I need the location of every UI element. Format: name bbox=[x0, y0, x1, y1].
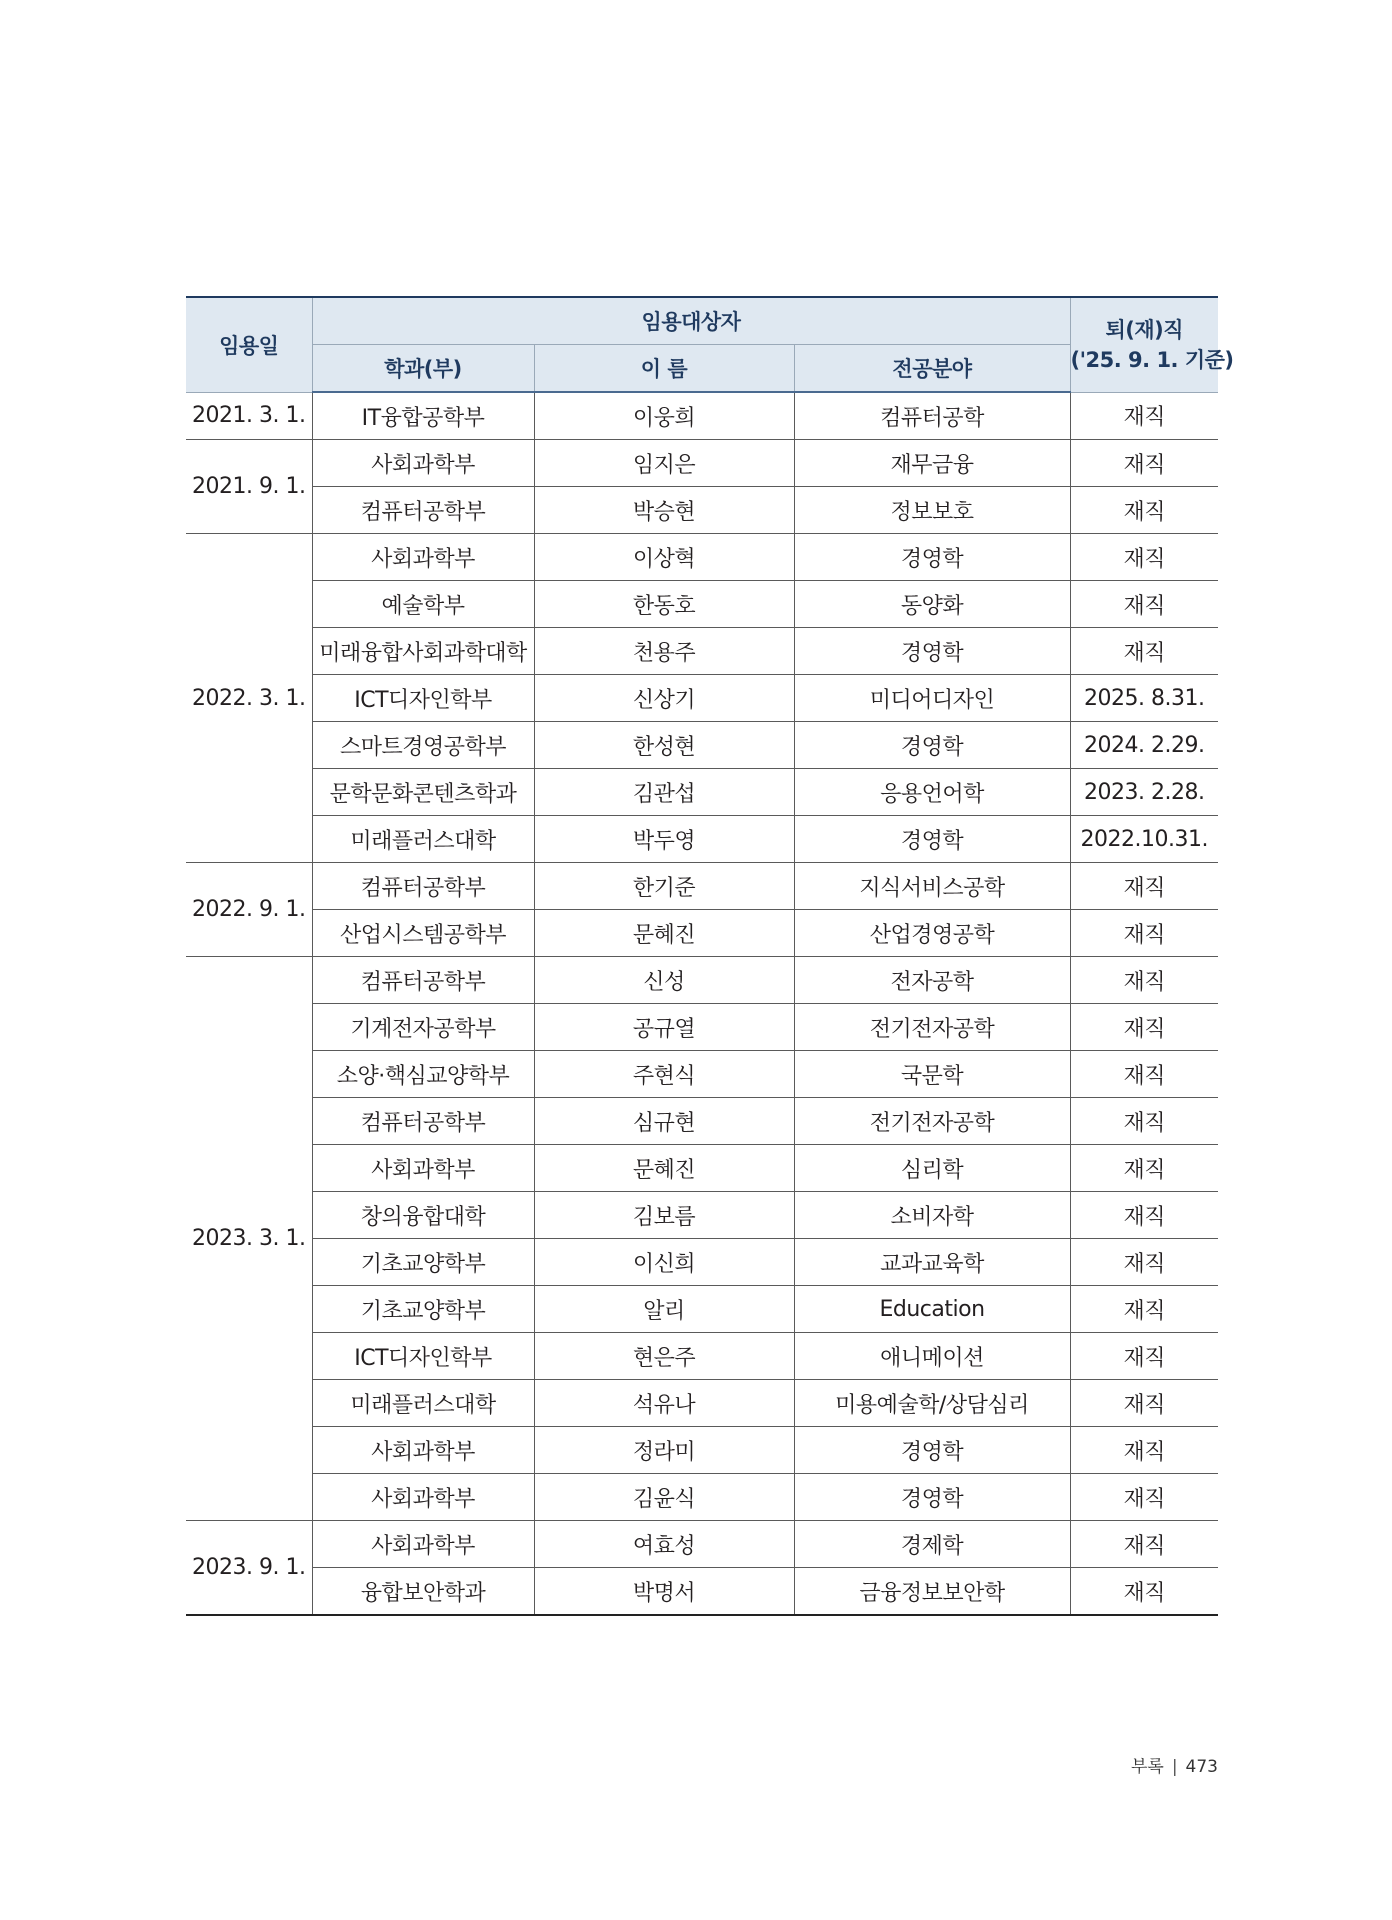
field-cell: 경영학 bbox=[794, 534, 1070, 581]
field-cell: 경제학 bbox=[794, 1521, 1070, 1568]
name-cell: 임지은 bbox=[534, 440, 794, 487]
name-cell: 김관섭 bbox=[534, 769, 794, 816]
dept-cell: IT융합공학부 bbox=[312, 392, 534, 440]
dept-cell: 창의융합대학 bbox=[312, 1192, 534, 1239]
field-cell: 전기전자공학 bbox=[794, 1098, 1070, 1145]
name-cell: 문혜진 bbox=[534, 910, 794, 957]
table-body bbox=[186, 392, 1218, 1615]
dept-cell: 컴퓨터공학부 bbox=[312, 863, 534, 910]
page-footer bbox=[1100, 1752, 1218, 1777]
header-appointee-group: 임용대상자 bbox=[312, 297, 1070, 345]
name-cell: 한동호 bbox=[534, 581, 794, 628]
field-cell: 경영학 bbox=[794, 1474, 1070, 1521]
appointment-date-cell: 2023. 3. 1. bbox=[186, 957, 312, 1521]
dept-cell: 융합보안학과 bbox=[312, 1568, 534, 1616]
table-row bbox=[186, 534, 1218, 581]
dept-cell: 사회과학부 bbox=[312, 534, 534, 581]
field-cell: 재무금융 bbox=[794, 440, 1070, 487]
status-cell: 2025. 8.31. bbox=[1070, 675, 1218, 722]
name-cell: 박명서 bbox=[534, 1568, 794, 1616]
appointment-date-cell: 2022. 9. 1. bbox=[186, 863, 312, 957]
field-cell: 경영학 bbox=[794, 628, 1070, 675]
field-cell: 심리학 bbox=[794, 1145, 1070, 1192]
status-cell: 재직 bbox=[1070, 1145, 1218, 1192]
name-cell: 심규현 bbox=[534, 1098, 794, 1145]
table-row bbox=[186, 816, 1218, 863]
table-row bbox=[186, 863, 1218, 910]
name-cell: 문혜진 bbox=[534, 1145, 794, 1192]
table-row bbox=[186, 910, 1218, 957]
status-cell: 재직 bbox=[1070, 628, 1218, 675]
table-row bbox=[186, 628, 1218, 675]
name-cell: 석유나 bbox=[534, 1380, 794, 1427]
header-date: 임용일 bbox=[186, 297, 312, 392]
table-row bbox=[186, 1098, 1218, 1145]
dept-cell: ICT디자인학부 bbox=[312, 675, 534, 722]
status-cell: 재직 bbox=[1070, 863, 1218, 910]
dept-cell: 문학문화콘텐츠학과 bbox=[312, 769, 534, 816]
name-cell: 현은주 bbox=[534, 1333, 794, 1380]
name-cell: 공규열 bbox=[534, 1004, 794, 1051]
status-cell: 재직 bbox=[1070, 1380, 1218, 1427]
name-cell: 박승현 bbox=[534, 487, 794, 534]
appointment-date-cell: 2023. 9. 1. bbox=[186, 1521, 312, 1616]
table-row bbox=[186, 581, 1218, 628]
table-row bbox=[186, 1427, 1218, 1474]
field-cell: 전자공학 bbox=[794, 957, 1070, 1004]
status-cell: 재직 bbox=[1070, 1521, 1218, 1568]
table-row bbox=[186, 722, 1218, 769]
status-cell: 2024. 2.29. bbox=[1070, 722, 1218, 769]
name-cell: 주현식 bbox=[534, 1051, 794, 1098]
header-status-line1: 퇴(재)직 bbox=[1105, 317, 1184, 342]
dept-cell: 예술학부 bbox=[312, 581, 534, 628]
field-cell: 미디어디자인 bbox=[794, 675, 1070, 722]
field-cell: 응용언어학 bbox=[794, 769, 1070, 816]
dept-cell: 사회과학부 bbox=[312, 1427, 534, 1474]
table-row bbox=[186, 1145, 1218, 1192]
table-row bbox=[186, 1380, 1218, 1427]
name-cell: 천용주 bbox=[534, 628, 794, 675]
field-cell: 경영학 bbox=[794, 816, 1070, 863]
table-header bbox=[186, 297, 1234, 392]
appointment-table bbox=[186, 296, 1234, 1616]
header-dept: 학과(부) bbox=[312, 345, 534, 393]
status-cell: 재직 bbox=[1070, 1333, 1218, 1380]
name-cell: 박두영 bbox=[534, 816, 794, 863]
status-cell: 재직 bbox=[1070, 1286, 1218, 1333]
table-row bbox=[186, 675, 1218, 722]
name-cell: 정라미 bbox=[534, 1427, 794, 1474]
status-cell: 재직 bbox=[1070, 392, 1218, 440]
status-cell: 재직 bbox=[1070, 1427, 1218, 1474]
table-row bbox=[186, 1568, 1218, 1616]
field-cell: 지식서비스공학 bbox=[794, 863, 1070, 910]
status-cell: 재직 bbox=[1070, 487, 1218, 534]
field-cell: 경영학 bbox=[794, 722, 1070, 769]
dept-cell: 사회과학부 bbox=[312, 1474, 534, 1521]
name-cell: 신상기 bbox=[534, 675, 794, 722]
status-cell: 재직 bbox=[1070, 1474, 1218, 1521]
field-cell: 미용예술학/상담심리 bbox=[794, 1380, 1070, 1427]
field-cell: 경영학 bbox=[794, 1427, 1070, 1474]
table-row bbox=[186, 392, 1218, 440]
status-cell: 2023. 2.28. bbox=[1070, 769, 1218, 816]
name-cell: 이상혁 bbox=[534, 534, 794, 581]
dept-cell: 사회과학부 bbox=[312, 440, 534, 487]
status-cell: 2022.10.31. bbox=[1070, 816, 1218, 863]
field-cell: 정보보호 bbox=[794, 487, 1070, 534]
name-cell: 한성현 bbox=[534, 722, 794, 769]
status-cell: 재직 bbox=[1070, 1192, 1218, 1239]
dept-cell: 산업시스템공학부 bbox=[312, 910, 534, 957]
name-cell: 여효성 bbox=[534, 1521, 794, 1568]
name-cell: 이웅희 bbox=[534, 392, 794, 440]
table-row bbox=[186, 1051, 1218, 1098]
field-cell: Education bbox=[794, 1286, 1070, 1333]
dept-cell: 미래융합사회과학대학 bbox=[312, 628, 534, 675]
name-cell: 이신희 bbox=[534, 1239, 794, 1286]
name-cell: 김보름 bbox=[534, 1192, 794, 1239]
dept-cell: 컴퓨터공학부 bbox=[312, 957, 534, 1004]
status-cell: 재직 bbox=[1070, 1568, 1218, 1616]
status-cell: 재직 bbox=[1070, 957, 1218, 1004]
field-cell: 전기전자공학 bbox=[794, 1004, 1070, 1051]
field-cell: 국문학 bbox=[794, 1051, 1070, 1098]
status-cell: 재직 bbox=[1070, 1004, 1218, 1051]
dept-cell: 사회과학부 bbox=[312, 1521, 534, 1568]
appointment-date-cell: 2021. 3. 1. bbox=[186, 392, 312, 440]
appointment-date-cell: 2021. 9. 1. bbox=[186, 440, 312, 534]
dept-cell: ICT디자인학부 bbox=[312, 1333, 534, 1380]
dept-cell: 미래플러스대학 bbox=[312, 1380, 534, 1427]
name-cell: 김윤식 bbox=[534, 1474, 794, 1521]
status-cell: 재직 bbox=[1070, 1239, 1218, 1286]
table-row bbox=[186, 769, 1218, 816]
footer-section: 부록 bbox=[1130, 1757, 1164, 1777]
name-cell: 신성 bbox=[534, 957, 794, 1004]
dept-cell: 컴퓨터공학부 bbox=[312, 1098, 534, 1145]
table-row bbox=[186, 487, 1218, 534]
name-cell: 알리 bbox=[534, 1286, 794, 1333]
table-row bbox=[186, 1286, 1218, 1333]
dept-cell: 사회과학부 bbox=[312, 1145, 534, 1192]
table-row bbox=[186, 1521, 1218, 1568]
field-cell: 산업경영공학 bbox=[794, 910, 1070, 957]
table-row bbox=[186, 957, 1218, 1004]
field-cell: 컴퓨터공학 bbox=[794, 392, 1070, 440]
header-field: 전공분야 bbox=[794, 345, 1070, 393]
table-row bbox=[186, 440, 1218, 487]
field-cell: 금융정보보안학 bbox=[794, 1568, 1070, 1616]
status-cell: 재직 bbox=[1070, 1051, 1218, 1098]
field-cell: 소비자학 bbox=[794, 1192, 1070, 1239]
status-cell: 재직 bbox=[1070, 440, 1218, 487]
dept-cell: 기초교양학부 bbox=[312, 1286, 534, 1333]
page-number: 473 bbox=[1185, 1757, 1218, 1777]
dept-cell: 소양·핵심교양학부 bbox=[312, 1051, 534, 1098]
status-cell: 재직 bbox=[1070, 910, 1218, 957]
footer-separator: | bbox=[1171, 1757, 1178, 1777]
table-row bbox=[186, 1192, 1218, 1239]
table-row bbox=[186, 1474, 1218, 1521]
appointment-date-cell: 2022. 3. 1. bbox=[186, 534, 312, 863]
table-row bbox=[186, 1239, 1218, 1286]
status-cell: 재직 bbox=[1070, 534, 1218, 581]
status-cell: 재직 bbox=[1070, 581, 1218, 628]
dept-cell: 기계전자공학부 bbox=[312, 1004, 534, 1051]
field-cell: 애니메이션 bbox=[794, 1333, 1070, 1380]
field-cell: 교과교육학 bbox=[794, 1239, 1070, 1286]
table-row bbox=[186, 1333, 1218, 1380]
dept-cell: 컴퓨터공학부 bbox=[312, 487, 534, 534]
dept-cell: 미래플러스대학 bbox=[312, 816, 534, 863]
status-cell: 재직 bbox=[1070, 1098, 1218, 1145]
dept-cell: 기초교양학부 bbox=[312, 1239, 534, 1286]
name-cell: 한기준 bbox=[534, 863, 794, 910]
dept-cell: 스마트경영공학부 bbox=[312, 722, 534, 769]
header-status-line2: ('25. 9. 1. 기준) bbox=[1070, 347, 1234, 372]
header-name: 이 름 bbox=[534, 345, 794, 393]
table-row bbox=[186, 1004, 1218, 1051]
field-cell: 동양화 bbox=[794, 581, 1070, 628]
header-status bbox=[1070, 297, 1234, 392]
